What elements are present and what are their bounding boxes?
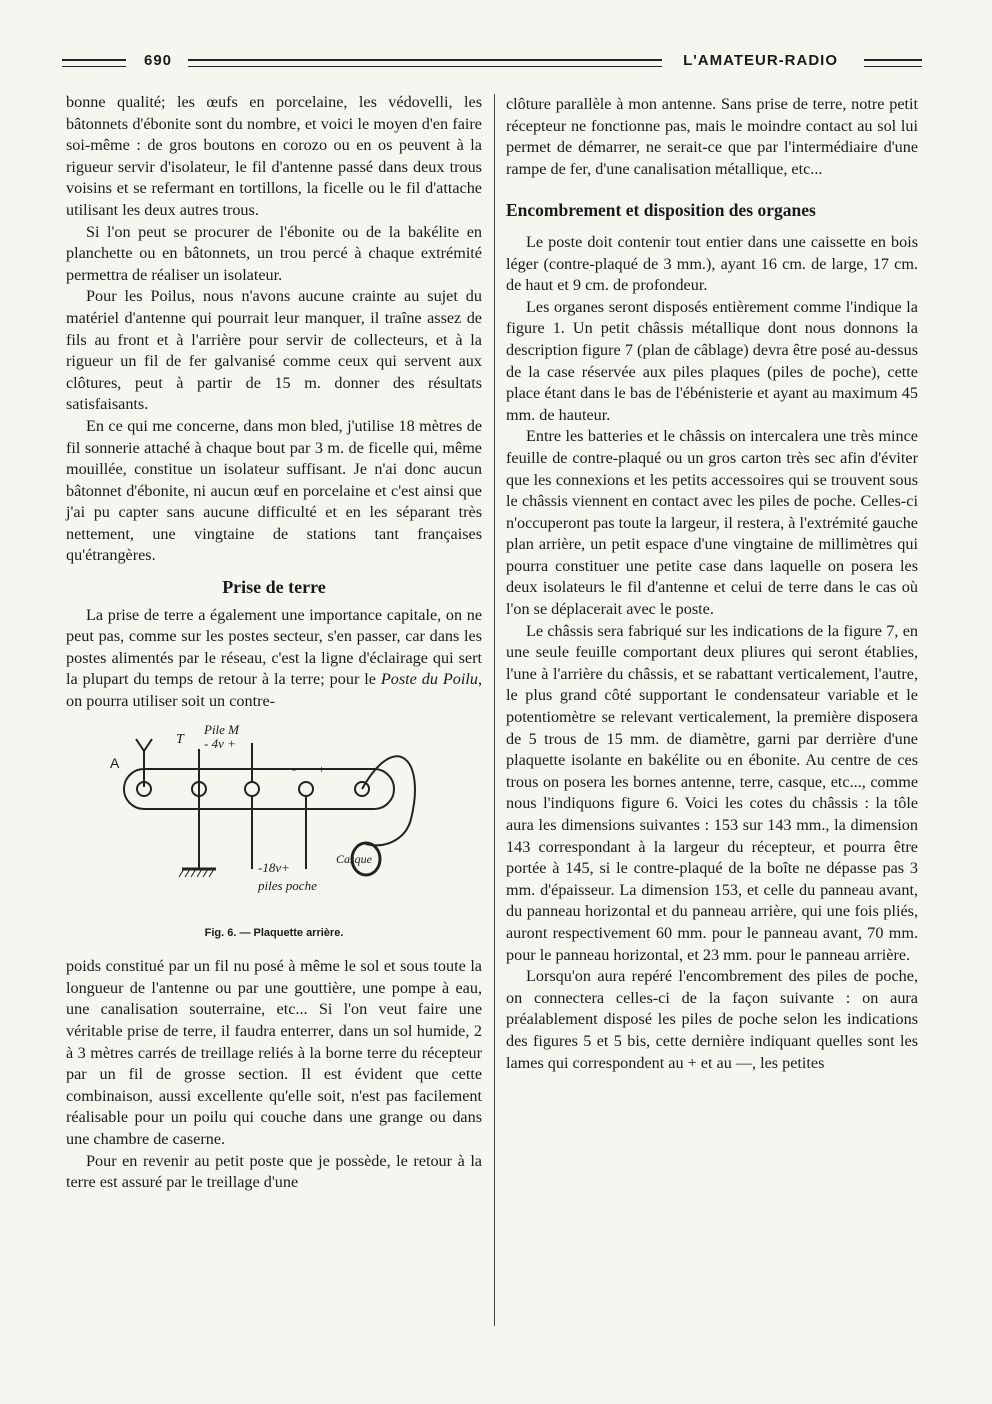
figure-caption: Fig. 6. — Plaquette arrière. [204,926,344,939]
paragraph: Lorsqu'on aura repéré l'encombrement des piles de poche, on connectera celles-ci de la façon suivante : on aura préalablement disposé les piles de poche selon les indications des figures 5 et 5 bis, cette dernière indiquant quelles sont les lames qui correspondent au + et au —, les petites [506,967,918,1072]
paragraph-text: La prise de terre a également une importance capitale, on ne peut pas, comme sur les postes secteur, s'en passer, car dans les postes alimentés par le réseau, c'est la ligne d'éclairage qui sert la plupart du temps de retour à la terre; pour le [66,605,482,689]
page-number: 690 [144,52,173,69]
terminal-battery-18v [299,782,313,796]
paragraph: bonne qualité; les œufs en porcelaine, les védovelli, les bâtonnets d'ébonite sont du nombre, et voici le moyen d'en faire soi-même : de gros boutons en corozo ou en os peuvent à la rigueur servir d'isolateur, le fil d'antenne passé dans deux trous voisins et se refermant en tortillons, la ficelle ou le fil d'attache utilisant les deux autres trous. [66,93,482,219]
paragraph: clôture parallèle à mon antenne. Sans prise de terre, notre petit récepteur ne fonctionne pas, mais le moindre contact au sol lui permet de démarrer, ne serait-ce que par l'intermédiaire d'une rampe de fer, d'une canalisation métallique, etc... [506,95,918,178]
label-4v: - 4v + [204,735,236,751]
paragraph: Le châssis sera fabriqué sur les indications de la figure 7, en une seule feuille comportant deux pliures qui seront établies, l'une à l'arrière du châssis, et se rabattant verticalement, l'autre, le plus grand côté supportant le condensateur variable et le potentiomètre se relevant verticalement, la première disposera de 5 trous de 15 mm. de diamètre, garni par derrière d'une plaquette isolante en bakélite ou en ébonite. Au centre de ces trous on posera les bornes antenne, terre, casque, etc..., comme nous l'indiquons figure 6. Voici les cotes du châssis : la tôle aura les dimensions suivantes : 153 sur 143 mm., la dimension 143 correspondant à la largeur du récepteur, et pourra être portée à 145, si le contre-plaqué de la boîte ne dépasse pas 3 mm. d'épaisseur. La dimension 153, et celle du panneau avant, du panneau horizontal et du panneau arrière, qui une fois pliés, auront respectivement 60 mm. pour le panneau avant, 70 mm. pour le panneau horizontal, et 23 mm. pour le panneau arrière. [506,621,918,964]
header-rule-right [864,59,922,67]
paragraph: poids constitué par un fil nu posé à même le sol et sous toute la longueur de l'antenne ou par une gouttière, une pompe à eau, une canalisation souterraine, etc... Si l'on veut faire une véritable prise de terre, il faudra enterrer, dans un sol humide, 2 à 3 mètres carrés de treillage reliés à la borne terre du récepteur par un fil de grosse section. Il est évident que cette combinaison, aussi excellente qu'elle soit, n'est pas facilement réalisable pour un poilu qui couche dans une grange ou dans une chambre de caserne. [66,957,482,1148]
terminal-battery-4v [245,782,259,796]
label-18v: -18v+ [258,859,290,875]
paragraph: Les organes seront disposés entièrement comme l'indique la figure 1. Un petit châssis métallique dont nous donnons la description figure 7 (plan de câblage) devra être posé au-dessus de la case réservée aux piles plaques (piles de poche), cette place étant dans le bas de l'ébénisterie et ayant au maximum 45 mm. de hauteur. [506,297,918,424]
paragraph: En ce qui me concerne, dans mon bled, j'utilise 18 mètres de fil sonnerie attaché à chaque bout par 3 m. de ficelle qui, même mouillée, constitue un isolateur suffisant. Je n'ai donc aucun bâtonnet d'ébonite, ni aucun œuf en porcelaine et c'est ainsi que j'ai pu capter sans aucune difficulté et en les séparant très nettement, une vingtaine de stations tant françaises qu'étrangères. [66,416,482,565]
label-pile: Pile M [204,721,240,737]
paragraph: Si l'on peut se procurer de l'ébonite ou de la bakélite en planchette ou en bâtonnets, un trou percé à chaque extrémité permettra de réaliser un isolateur. [66,222,482,284]
section-heading-encombrement: Encombrement et disposition des organes [506,200,816,221]
paragraph: Pour en revenir au petit poste que je possède, le retour à la terre est assuré par le treillage d'une [66,1151,482,1192]
paragraph: Pour les Poilus, nous n'avons aucune crainte au sujet du matériel d'antenne qui pourrait leur manquer, il traîne assez de fils au front et à l'arrière pour servir de collecteurs, et à la rigueur un fil de fer galvanisé comme ceux qui servent aux clôtures, peut à partir de 15 m. donner des résultats satisfaisants. [66,287,482,414]
header-rule-middle [188,59,662,67]
figure-6-diagram [66,719,482,919]
paragraph: Entre les batteries et le châssis on intercalera une très mince feuille de contre-plaqué ou un gros carton très sec afin d'éviter que les connexions et les petits accessoires qui se trouvent sous le châssis viennent en contact avec les piles de poche. Celles-ci n'occuperont pas toute la largeur, il restera, à l'extrémité gauche plan arrière, un petit espace d'une vingtaine de millimètres qui pourra constituer une petite case dans laquelle on posera les deux isolateurs le fil d'antenne et celui de terre dans le cas où l'on se déplacerait avec le poste. [506,427,918,619]
column-divider [494,94,495,1326]
right-column [506,94,918,1074]
label-plus: + [318,761,325,776]
label-terre: T [176,731,184,747]
page-header [62,52,924,74]
paragraph: Le poste doit contenir tout entier dans une caissette en bois léger (contre-plaqué de 3 mm.), ayant 16 cm. de large, 17 cm. de haut et 9 cm. de profondeur. [506,232,918,295]
header-rule-left [62,59,126,67]
paragraph [66,605,482,713]
left-column [66,92,482,1194]
section-heading-prise-de-terre: Prise de terre [222,577,326,598]
label-casque: Casque [336,851,372,866]
italic-title: Poste du Poilu [380,670,478,689]
paragraph-text: , on pourra utiliser soit un contre- [66,670,482,711]
journal-title: L'AMATEUR-RADIO [683,52,838,69]
label-minus: - [292,761,296,776]
label-piles-poche: piles poche [258,877,317,893]
label-antenna: A [110,754,120,771]
